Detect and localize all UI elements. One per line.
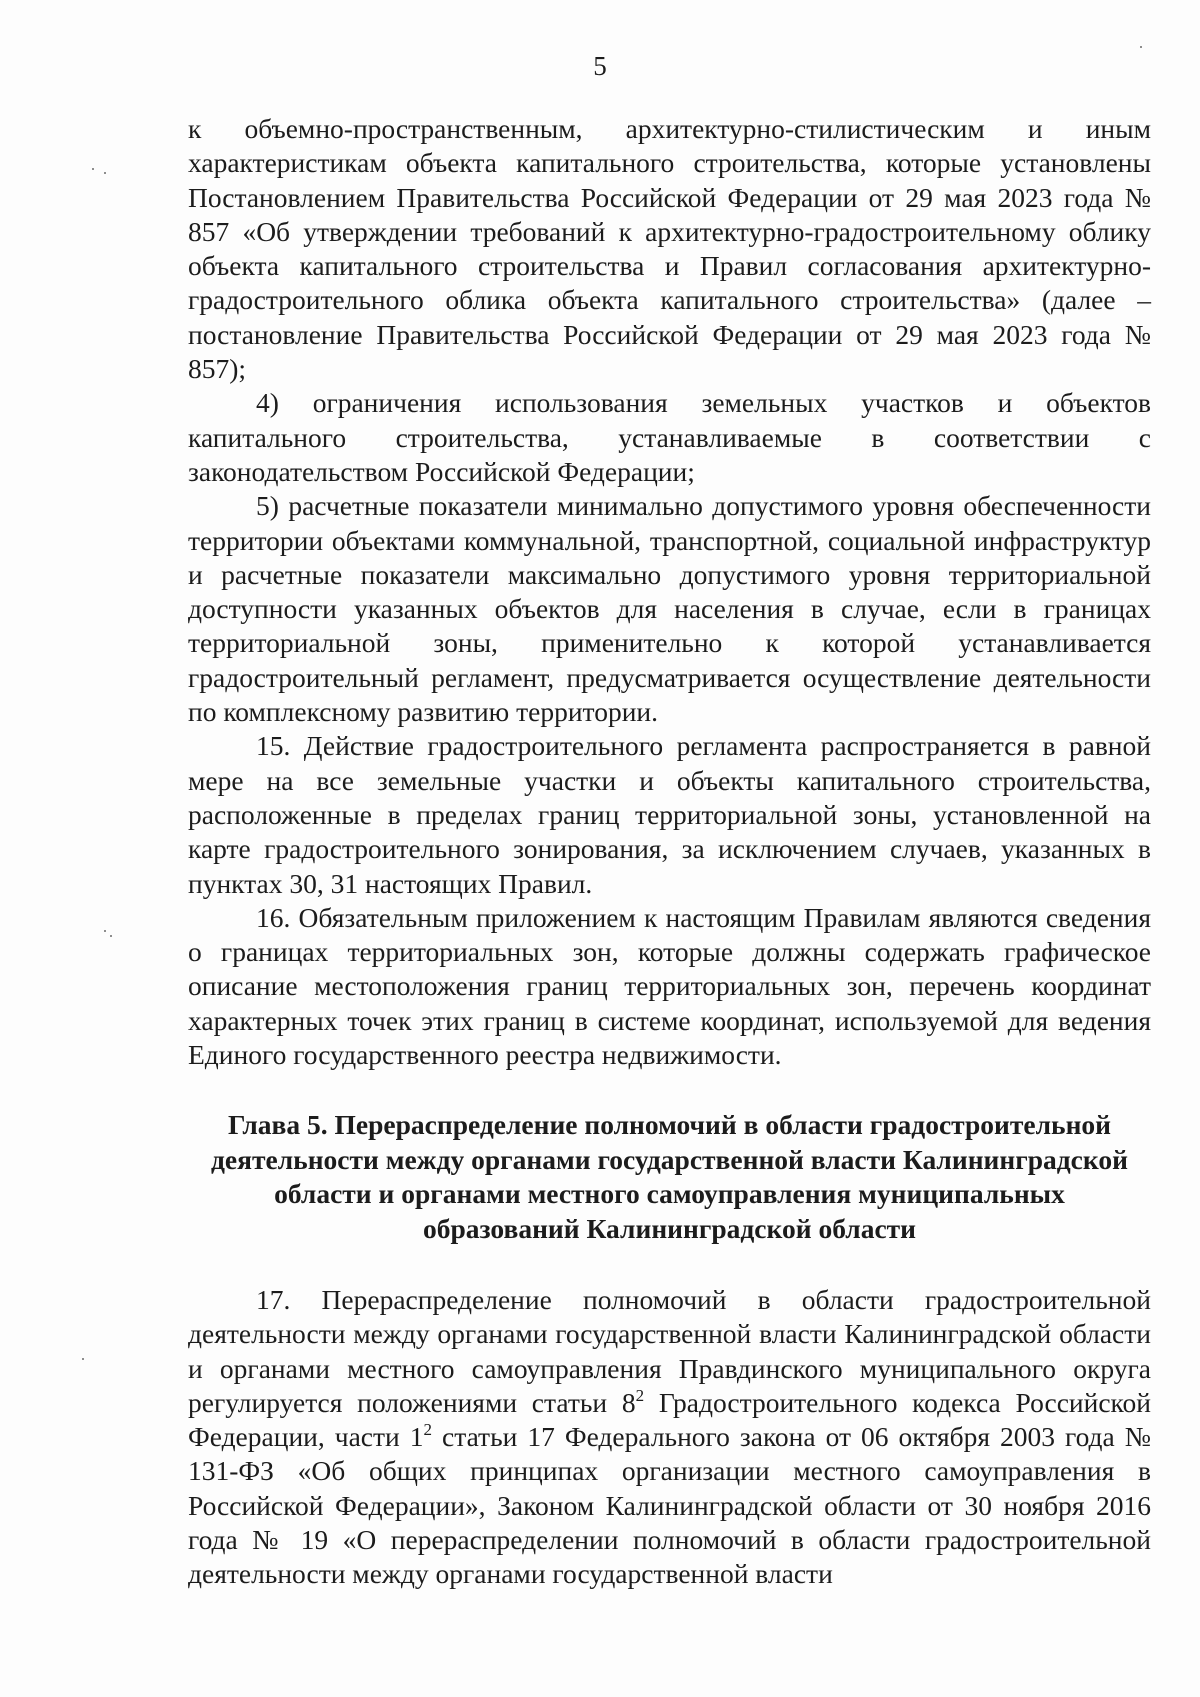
paragraph-item-4: 4) ограничения использования земельных участков и объектов капитального строительства, устанавливаемые в соответствии с законодательством Российской Федерации; — [188, 387, 1151, 487]
scan-speck — [104, 172, 106, 174]
chapter-heading-line-1: Глава 5. Перераспределение полномочий в области градостроительной — [227, 1109, 1112, 1140]
paragraph-item-5: 5) расчетные показатели минимально допустимого уровня обеспеченности территории объектами коммунальной, транспортной, социальной инфраструктур и расчетные показатели максимально допустимого уровня территориальной доступности указанных объектов для населения в случае, если в границах территориальной зоны, применительно к которой устанавливается градостроительный регламент, предусматривается осуществление деятельности по комплексному развитию территории. — [188, 490, 1151, 728]
scan-speck — [92, 168, 94, 170]
paragraph-17-part-b: Градостроительного кодекса Российской Федерации, части 1 — [188, 1386, 1151, 1453]
paragraph-16: 16. Обязательным приложением к настоящим Правилам являются сведения о границах территориальных зон, которые должны содержать графическое описание местоположения границ территориальных зон, перечень координат характерных точек этих границ в системе координат, используемой для ведения Единого государственного реестра недвижимости. — [188, 901, 1151, 1071]
body-text-block-2 — [188, 1283, 1151, 1592]
paragraph-17-part-c: статьи 17 Федерального закона от 06 октября 2003 года № 131-ФЗ «Об общих принципах организации местного самоуправления в Российской Федерации», Законом Калининградской области от 30 ноября 2016 года № 19 «О перераспределении полномочий в области градостроительной деятельности между органами государственной власти — [188, 1421, 1151, 1590]
chapter-heading-line-3: области и органами местного самоуправления муниципальных — [274, 1178, 1065, 1209]
chapter-heading-line-2: деятельности между органами государственной власти Калининградской — [211, 1143, 1128, 1175]
paragraph-15: 15. Действие градостроительного регламента распространяется в равной мере на все земельные участки и объекты капитального строительства, расположенные в пределах границ территориальной зоны, установленной на карте градостроительного зонирования, за исключением случаев, указанных в пунктах 30, 31 настоящих Правил. — [188, 730, 1151, 899]
scan-speck — [82, 1358, 84, 1360]
page-number: 5 — [593, 51, 607, 81]
paragraph-continuation: к объемно-пространственным, архитектурно-стилистическим и иным характеристикам объекта капитального строительства, которые установлены Постановлением Правительства Российской Федерации от 29 мая 2023 года № 857 «Об утверждении требований к архитектурно-градостроительному облику объекта капитального строительства и Правил согласования архитектурно-градостроительного облика объекта капитального строительства» (далее – постановление Правительства Российской Федерации от 29 мая 2023 года № 857); — [188, 113, 1151, 385]
scan-speck — [110, 935, 112, 937]
chapter-5-heading — [188, 1108, 1151, 1246]
scan-speck — [104, 930, 106, 932]
superscript-article: 2 — [635, 1385, 645, 1405]
paragraph-17-part-a: 17. Перераспределение полномочий в области градостроительной деятельности между органами государственной власти Калининградской области и органами местного самоуправления Правдинского муниципального округа регулируется положениями статьи 8 — [188, 1284, 1151, 1418]
superscript-part: 2 — [423, 1420, 432, 1440]
paragraph-17 — [188, 1283, 1151, 1592]
chapter-heading-line-4: образований Калининградской области — [422, 1212, 917, 1244]
body-text-block-1 — [188, 112, 1151, 1072]
scan-speck — [1140, 46, 1142, 48]
